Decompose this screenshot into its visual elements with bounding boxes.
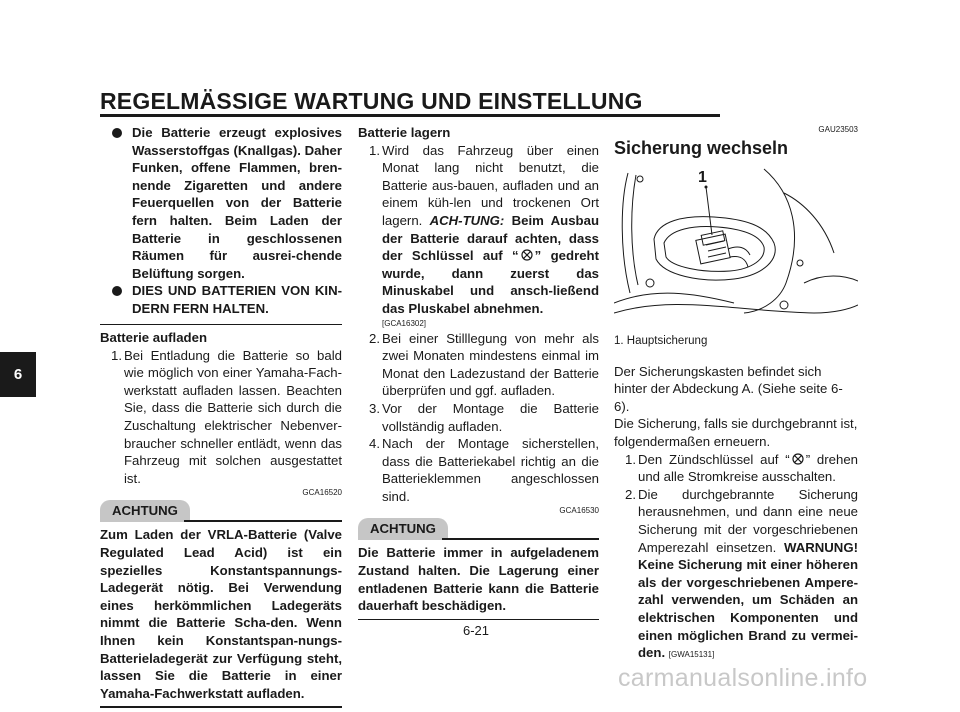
list-text: Nach der Montage sicherstellen, dass die Batteriekabel richtig an die Batterieklemmen angeschlossen sind. [382,436,599,504]
list-number: 1. [369,142,380,158]
fuse-figure [614,163,858,321]
chapter-tab: 6 [0,352,36,397]
paragraph: Der Sicherungskasten befindet sich hinter der Abdeckung A. (Siehe seite 6-6). [614,363,843,414]
warning-inline-text: WARNUNG! Keine Sicherung mit einer höheren als der vorgeschriebenen Ampere-zahl verwenden, um Schäden an elektrischen Komponenten und einen möglichen Brand zu vermei-den. [638,539,858,661]
achtung-header [100,500,342,522]
list-item [358,330,599,400]
achtung-badge: ACHTUNG [358,518,448,540]
achtung-end-rule [100,706,342,708]
list-text: Die durchgebrannte Sicherung herausnehmen, und dann eine neue Sicherung mit der vorgeschriebenen Amperezahl einsetzen. [638,486,858,555]
warning-bullet-explosive [100,124,342,282]
list-text: Den Zündschlüssel auf “ [638,451,790,467]
column-left [100,124,342,708]
warning-bullet-children [100,282,342,317]
bullet-dot-icon [112,128,122,138]
reference-code: [GWA15131] [668,650,715,660]
achtung-end-rule [358,619,599,621]
reference-code: GCA16530 [559,506,599,516]
subhead-battery-charging: Batterie aufladen [100,330,207,346]
list-item [100,347,342,488]
list-bold-text: ” gedreht wurde, dann zuerst das Minuskabel und ansch-ließend das Pluskabel abnehmen. [382,248,599,316]
figure-caption: 1. Hauptsicherung [614,335,708,347]
key-off-icon [521,249,533,261]
achtung-text: Zum Laden der VRLA-Batterie (Valve Regulated Lead Acid) ist ein spezielles Konstantspannungs-Ladegerät nötig. Bei Verwendung eines herkömmlichen Ladegeräts nimmt die Batterie Scha-den. Wenn Ihnen kein Konstantspan-nungs-Batterieladegerät zur Verfügung steht, lassen Sie die Batterie in einer Yamaha-Fachwerkstatt aufladen. [100,527,342,701]
list-item [358,142,599,330]
list-number: 1. [625,451,636,467]
list-number: 2. [369,330,380,346]
section-title: Sicherung wechseln [614,138,789,158]
achtung-rule [184,520,342,522]
list-number: 1. [111,347,122,363]
list-text: Bei Entladung die Batterie so bald wie möglich von einer Yamaha-Fach-werkstatt aufladen lassen. Beachten Sie, dass die Batterie sich durch die Zuschaltung elektrischer Nebenver-braucher schneller entlädt, wenn das Fahrzeug mit solchen ausgestattet ist. [124,347,342,486]
list-item [358,435,599,505]
list-item [614,486,858,662]
list-number: 4. [369,436,380,452]
list-text: Wird das Fahrzeug über einen Monat lang nicht benutzt, die Batterie aus-bauen, aufladen und an einem küh-len und trockenen Ort lagern. [382,142,599,228]
list-number: 3. [369,400,380,416]
achtung-inline: ACH-TUNG: [429,212,505,228]
list-number: 2. [625,486,636,502]
list-text: Bei einer Stilllegung von mehr als zwei Monaten mindestens einmal im Monat den Ladezustand der Batterie überprüfen und ggf. aufladen. [382,330,599,399]
paragraph: Die Sicherung, falls sie durchgebrannt ist, folgendermaßen erneuern. [614,416,858,449]
column-right [614,124,858,662]
figure-callout-label: 1 [698,169,707,186]
list-text: Vor der Montage die Batterie vollständig aufladen. [382,400,599,434]
key-off-icon [792,453,804,465]
page-number: 6-21 [463,623,490,638]
reference-code: [GCA16302] [382,318,427,328]
reference-code: GAU23503 [818,125,858,134]
bullet-text: DIES UND BATTERIEN VON KIN-DERN FERN HALTEN. [132,283,342,316]
subhead-battery-storage: Batterie lagern [358,125,451,140]
achtung-text: Die Batterie immer in aufgeladenem Zustand halten. Die Lagerung einer entladenen Batterie kann die Batterie dauerhaft beschädigen. [358,545,599,614]
list-item [358,400,599,435]
achtung-header [358,518,599,540]
list-text: ” drehen und alle Stromkreise ausschalten. [638,451,858,485]
list-bold-text: Beim Ausbau der Batterie darauf achten, dass der Schlüssel auf “ [382,212,599,264]
bullet-dot-icon [112,286,122,296]
header-rule [100,114,720,117]
list-item [614,451,858,486]
watermark-text: carmanualsonline.info [618,664,868,692]
bullet-text: Die Batterie erzeugt explosives Wasserstoffgas (Knallgas). Daher Funken, offene Flammen, bren-nende Zigaretten und andere Feuerquellen von der Batterie fern halten. Beim Laden der Batterie in geschlossenen Räumen für ausrei-chende Belüftung sorgen. [132,125,342,281]
achtung-rule [442,538,599,540]
achtung-badge: ACHTUNG [100,500,190,522]
reference-code: GCA16520 [302,488,342,498]
column-middle [358,124,599,620]
section-rule [100,324,342,326]
page-header-title: REGELMÄSSIGE WARTUNG UND EINSTELLUNG [100,88,643,114]
fuse-illustration [614,163,858,321]
